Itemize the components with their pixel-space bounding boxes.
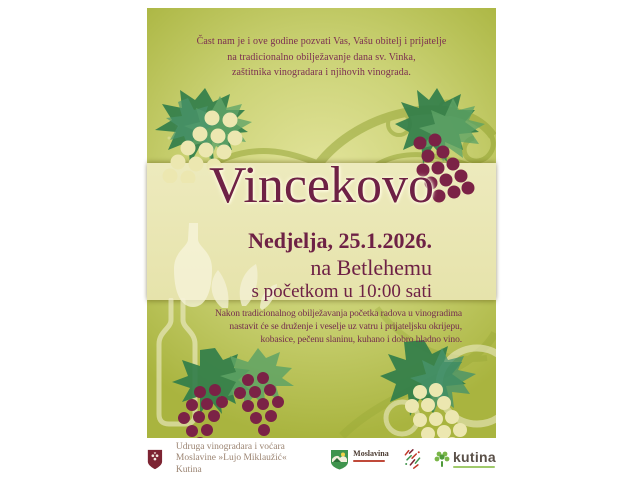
moslavina-shield-icon: [330, 449, 349, 470]
event-schedule: [147, 227, 496, 304]
kutina-sublabel-bar: [453, 466, 495, 468]
moslavina-sublabel-bar: [353, 460, 385, 462]
event-location: na Betlehemu: [310, 255, 432, 280]
moslavina-logo: [330, 449, 389, 470]
invitation-text: [147, 34, 496, 81]
association-crest-logo: [147, 447, 163, 472]
invitation-line: na tradicionalno obilježavanje dana sv. Vinka,: [227, 51, 416, 63]
details-line: kobasice, pečenu slaninu, kuhano i dobro hladno vino.: [260, 335, 462, 345]
kutina-logo: [434, 450, 496, 468]
invitation-line: zaštitnika vinogradara i njihovih vinograda.: [231, 67, 412, 78]
event-time: s početkom u 10:00 sati: [251, 281, 432, 302]
event-poster: [147, 8, 496, 438]
sponsor-logo-strip: [147, 438, 496, 480]
association-name-line2: Moslavine »Lujo Miklaužić« Kutina: [175, 453, 287, 475]
details-line: Nakon tradicionalnog obilježavanja početka radova u vinogradima: [215, 309, 462, 319]
grape-cluster-bottom-right: [372, 340, 482, 452]
association-name: [176, 442, 292, 477]
event-title: Vincekovo: [208, 157, 435, 214]
details-line: nastavit će se druženje i veselje uz vatru i prijateljsku okrijepu,: [229, 322, 462, 332]
event-details-text: [147, 308, 496, 347]
event-date: Nedjelja, 25.1.2026.: [248, 228, 432, 253]
folklore-logo: [402, 446, 421, 472]
invitation-line: Čast nam je i ove godine pozvati Vas, Vašu obitelj i prijatelje: [196, 36, 447, 47]
moslavina-label: Moslavina: [353, 448, 389, 458]
grape-cluster-bottom-left: [170, 348, 300, 448]
association-name-line1: Udruga vinogradara i voćara: [175, 441, 285, 452]
kutina-flower-icon: [434, 450, 450, 468]
kutina-label: kutina: [452, 449, 496, 465]
